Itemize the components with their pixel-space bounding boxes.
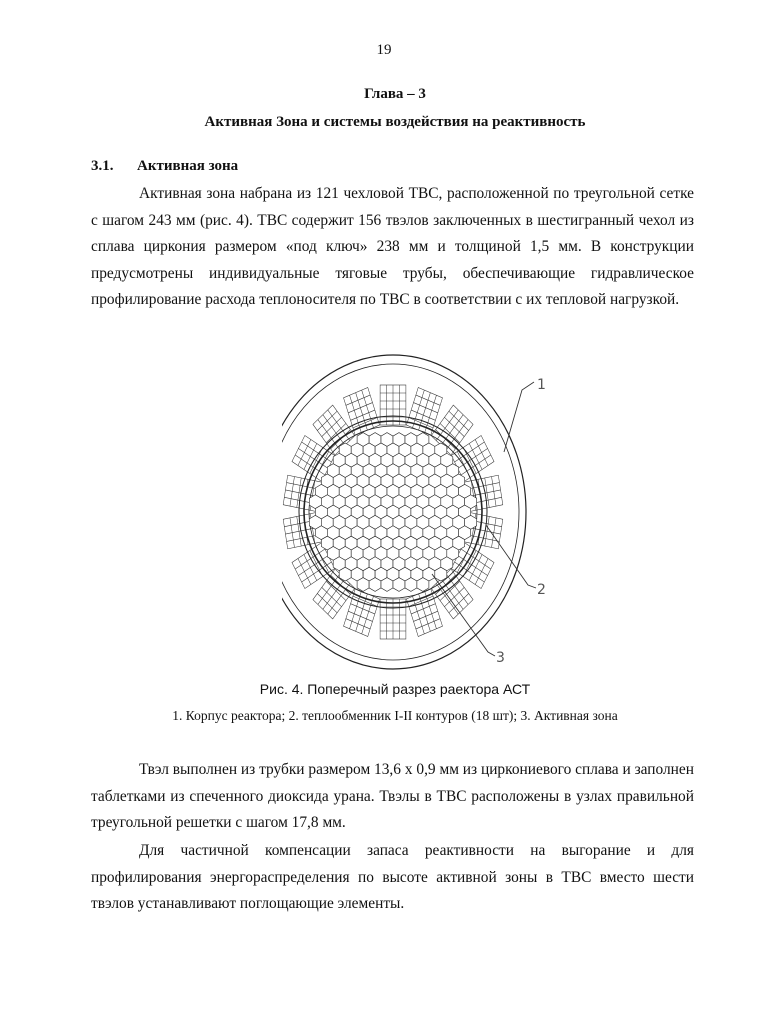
chapter-title: Глава – 3 [364,86,426,102]
fuel-assembly-cell [417,578,429,592]
figure-label-2: 2 [537,582,546,598]
page-number: 19 [376,42,392,58]
leader-line-1 [504,382,534,452]
heat-exchanger-block [380,385,406,425]
section-number: 3.1. [91,158,114,174]
reactor-cross-section-figure [282,352,552,672]
fuel-assembly-cell [393,578,405,592]
figure-label-3: 3 [496,650,505,666]
figure-label-1: 1 [537,377,546,393]
figure-caption: Рис. 4. Поперечный разрез раектора АСТ [259,681,531,697]
section-heading [91,158,238,175]
fuel-assembly-cell [381,578,393,592]
figure-legend: 1. Корпус реактора; 2. теплообменник I-II контуров (18 шт); 3. Активная зона [172,708,618,723]
reactor-cross-section-drawing [282,352,552,672]
paragraph-absorbers: Для частичной компенсации запаса реактивности на выгорание и для профилирования энергораспределения по высоте активной зоны в ТВС вместо шести твэлов устанавливают поглощающие элементы. [91,842,694,913]
fuel-assembly-grid [309,433,476,592]
chapter-subtitle: Активная Зона и системы воздействия на реактивность [204,114,586,130]
section-title: Активная зона [137,158,239,174]
paragraph-core-description: Активная зона набрана из 121 чехловой ТВС, расположенной по треугольной сетке с шагом 243 мм (рис. 4). ТВС содержит 156 твэлов заключенных в шестигранный чехол из сплава циркония размером «под ключ» 238 мм и толщиной 1,5 мм. В конструкции предусмотрены индивидуальные тяговые трубы, обеспечивающие гидравлическое профилирование расхода теплоносителя по ТВС в соответствии с их тепловой нагрузкой. [91,185,694,309]
fuel-assembly-cell [357,578,369,592]
fuel-assembly-cell [369,578,381,592]
fuel-assembly-cell [405,578,417,592]
heat-exchanger-block [380,599,406,639]
paragraph-fuel-rod: Твэл выполнен из трубки размером 13,6 х 0,9 мм из циркониевого сплава и заполнен таблетками из спеченного диоксида урана. Твэлы в ТВС расположены в узлах правильной треугольной решетки с шагом 17,8 мм. [91,761,694,832]
